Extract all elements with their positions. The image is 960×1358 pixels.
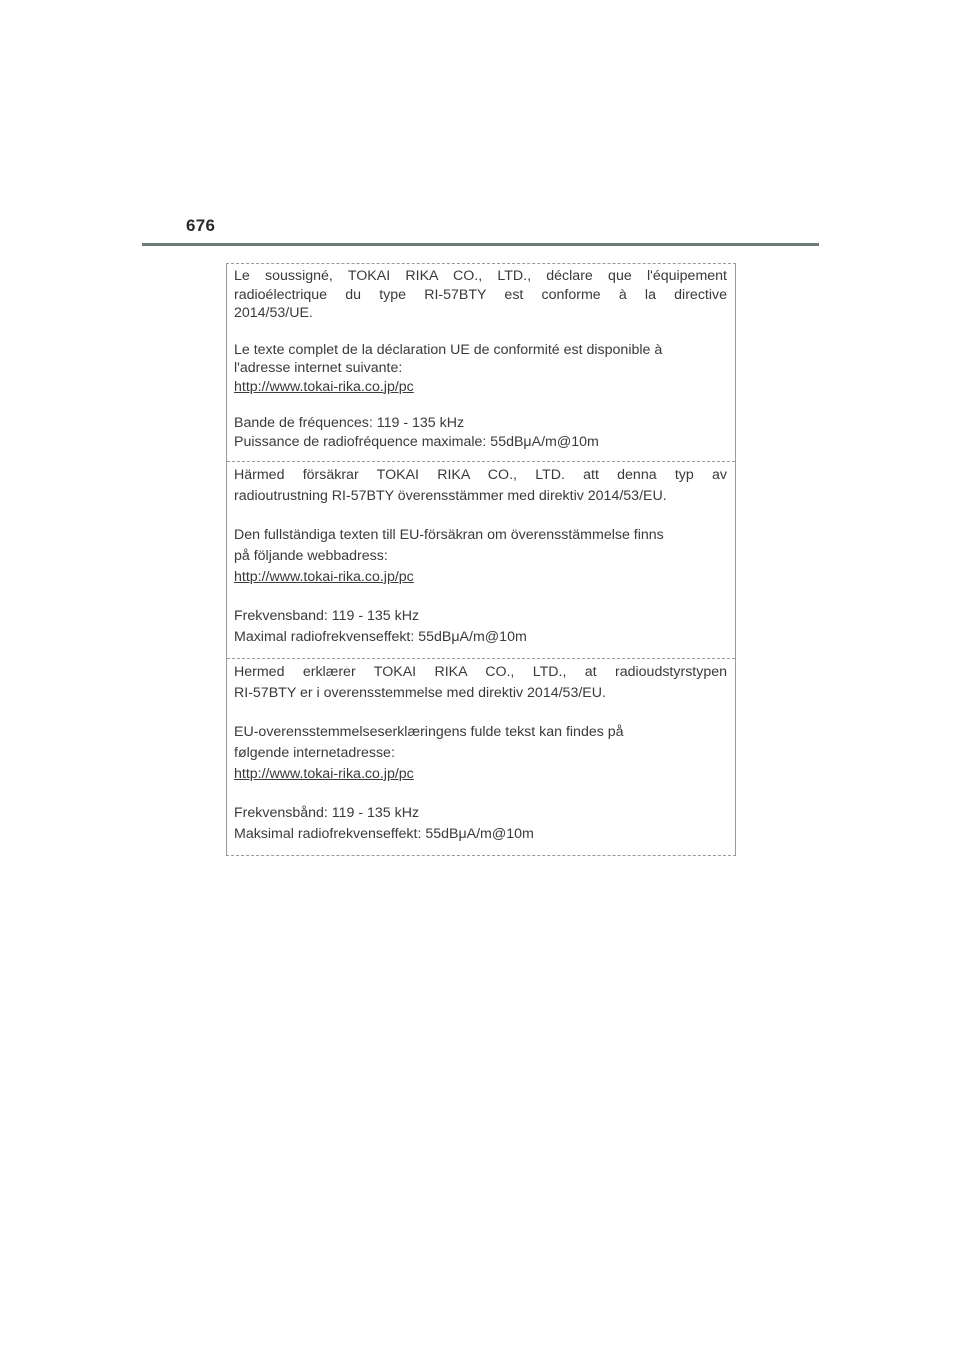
max-power: Maksimal radiofrekvenseffekt: 55dBμA/m@10m xyxy=(234,826,534,842)
frequency-band: Bande de fréquences: 119 - 135 kHz xyxy=(234,415,465,431)
section-swedish xyxy=(227,461,735,658)
fulltext-line: Den fullständiga texten till EU-försäkran om överensstämmelse finns xyxy=(234,527,664,543)
declaration-line: Le soussigné, TOKAI RIKA CO., LTD., déclare que l'équipement xyxy=(234,268,727,284)
header-rule xyxy=(142,243,819,246)
declaration-line: RI-57BTY er i overensstemmelse med direktiv 2014/53/EU. xyxy=(234,685,606,701)
declaration-box xyxy=(226,263,736,856)
max-power: Puissance de radiofréquence maximale: 55dBμA/m@10m xyxy=(234,433,599,450)
declaration-line: radioutrustning RI-57BTY överensstämmer med direktiv 2014/53/EU. xyxy=(234,488,667,504)
declaration-url-link[interactable]: http://www.tokai-rika.co.jp/pc xyxy=(234,766,414,782)
fulltext-line: l'adresse internet suivante: xyxy=(234,360,403,376)
frequency-band: Frekvensbånd: 119 - 135 kHz xyxy=(234,805,420,821)
fulltext-line: følgende internetadresse: xyxy=(234,745,395,761)
section-danish xyxy=(227,658,735,855)
section-french xyxy=(227,264,735,461)
fulltext-line: på följande webbadress: xyxy=(234,548,388,564)
declaration-line: 2014/53/UE. xyxy=(234,305,313,321)
frequency-band: Frekvensband: 119 - 135 kHz xyxy=(234,608,420,624)
declaration-line: Härmed försäkrar TOKAI RIKA CO., LTD. att denna typ av xyxy=(234,467,727,483)
declaration-url-link[interactable]: http://www.tokai-rika.co.jp/pc xyxy=(234,378,414,395)
declaration-line: radioélectrique du type RI-57BTY est conforme à la directive xyxy=(234,286,727,303)
fulltext-line: EU-overensstemmelseserklæringens fulde tekst kan findes på xyxy=(234,724,624,740)
declaration-url-link[interactable]: http://www.tokai-rika.co.jp/pc xyxy=(234,569,414,585)
max-power: Maximal radiofrekvenseffekt: 55dBμA/m@10m xyxy=(234,629,527,645)
declaration-line: Hermed erklærer TOKAI RIKA CO., LTD., at radioudstyrstypen xyxy=(234,664,727,680)
fulltext-line: Le texte complet de la déclaration UE de conformité est disponible à xyxy=(234,341,663,358)
page-number: 676 xyxy=(186,216,216,235)
